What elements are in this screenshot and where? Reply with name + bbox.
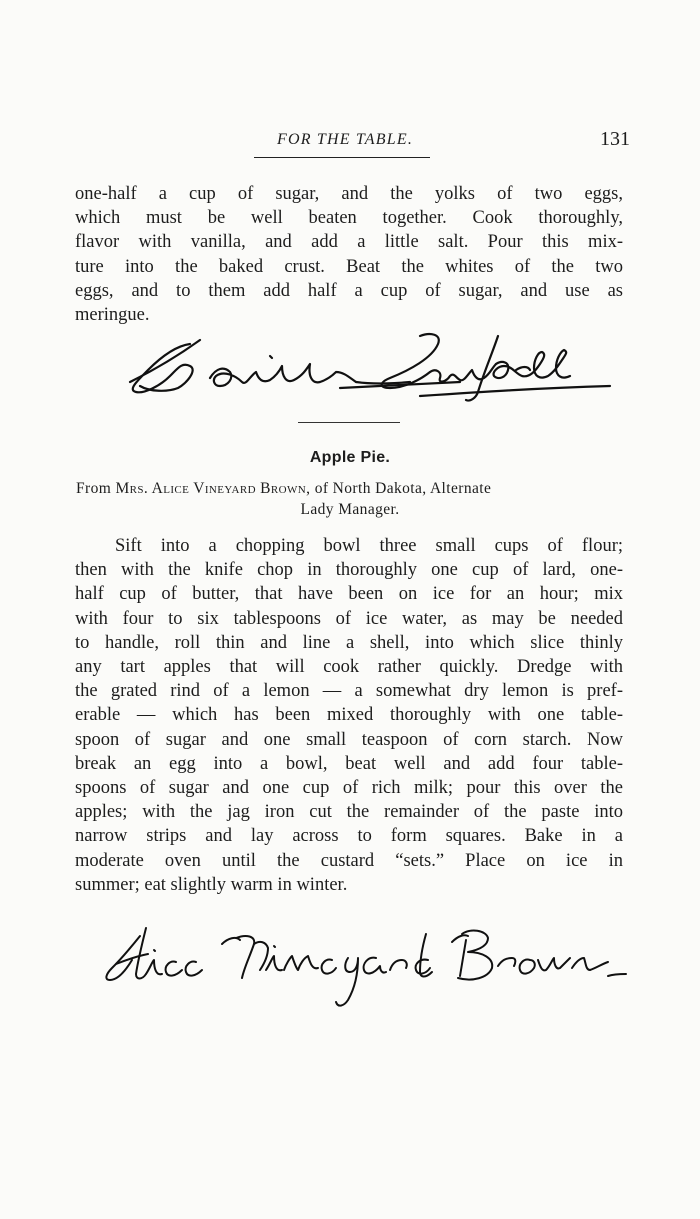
text-line: to handle, roll thin and line a shell, into which slice thinly [75, 632, 623, 653]
text-line: meringue. [75, 305, 150, 326]
contributor-name: Mrs. Alice Vineyard Brown [115, 480, 307, 497]
text-line: summer; eat slightly warm in winter. [75, 874, 348, 895]
attribution-prefix: From [76, 480, 112, 497]
section-divider [298, 422, 400, 423]
text-line: any tart apples that will cook rather quickly. Dredge with [75, 657, 623, 678]
running-head [0, 128, 700, 157]
text-line: erable — which has been mixed thoroughly with one table- [75, 705, 623, 726]
text-line: the grated rind of a lemon — a somewhat dry lemon is pref- [75, 681, 623, 702]
text-line: spoons of sugar and one cup of rich milk; pour this over the [75, 778, 623, 799]
header-rule [254, 157, 430, 158]
attribution-suffix: , of North Dakota, Alternate [306, 480, 492, 497]
text-line: apples; with the jag iron cut the remainder of the paste into [75, 802, 623, 823]
text-line: moderate oven until the custard “sets.” Place on ice in [75, 850, 623, 871]
text-line: eggs, and to them add half a cup of sugar, and use as [75, 280, 623, 301]
text-line: spoon of sugar and one small teaspoon of corn starch. Now [75, 729, 623, 750]
recipe-body [75, 534, 623, 897]
text-line: then with the knife chop in thoroughly one cup of lard, one- [75, 560, 623, 581]
text-line: half cup of butter, that have been on ice for an hour; mix [75, 584, 623, 605]
text-line: Sift into a chopping bowl three small cups of flour; [115, 536, 623, 556]
text-line: which must be well beaten together. Cook thoroughly, [75, 208, 623, 229]
running-title: FOR THE TABLE. [276, 131, 414, 148]
text-line: with four to six tablespoons of ice water, as may be needed [75, 608, 623, 629]
signature-alice-vineyard-brown [96, 920, 636, 1010]
text-line: ture into the baked crust. Beat the whites of the two [75, 256, 623, 277]
continued-paragraph [75, 182, 623, 327]
text-line: break an egg into a bowl, beat well and add four table- [75, 753, 623, 774]
signature-louise-campbell [120, 326, 620, 406]
attribution-line-2: Lady Manager. [300, 501, 400, 518]
recipe-title: Apple Pie. [309, 449, 391, 466]
page-number: 131 [600, 128, 630, 150]
text-line: narrow strips and lay across to form squares. Bake in a [75, 826, 623, 847]
text-line: flavor with vanilla, and add a little salt. Pour this mix- [75, 232, 623, 253]
text-line: one-half a cup of sugar, and the yolks of two eggs, [75, 184, 623, 204]
recipe-attribution [76, 478, 624, 520]
